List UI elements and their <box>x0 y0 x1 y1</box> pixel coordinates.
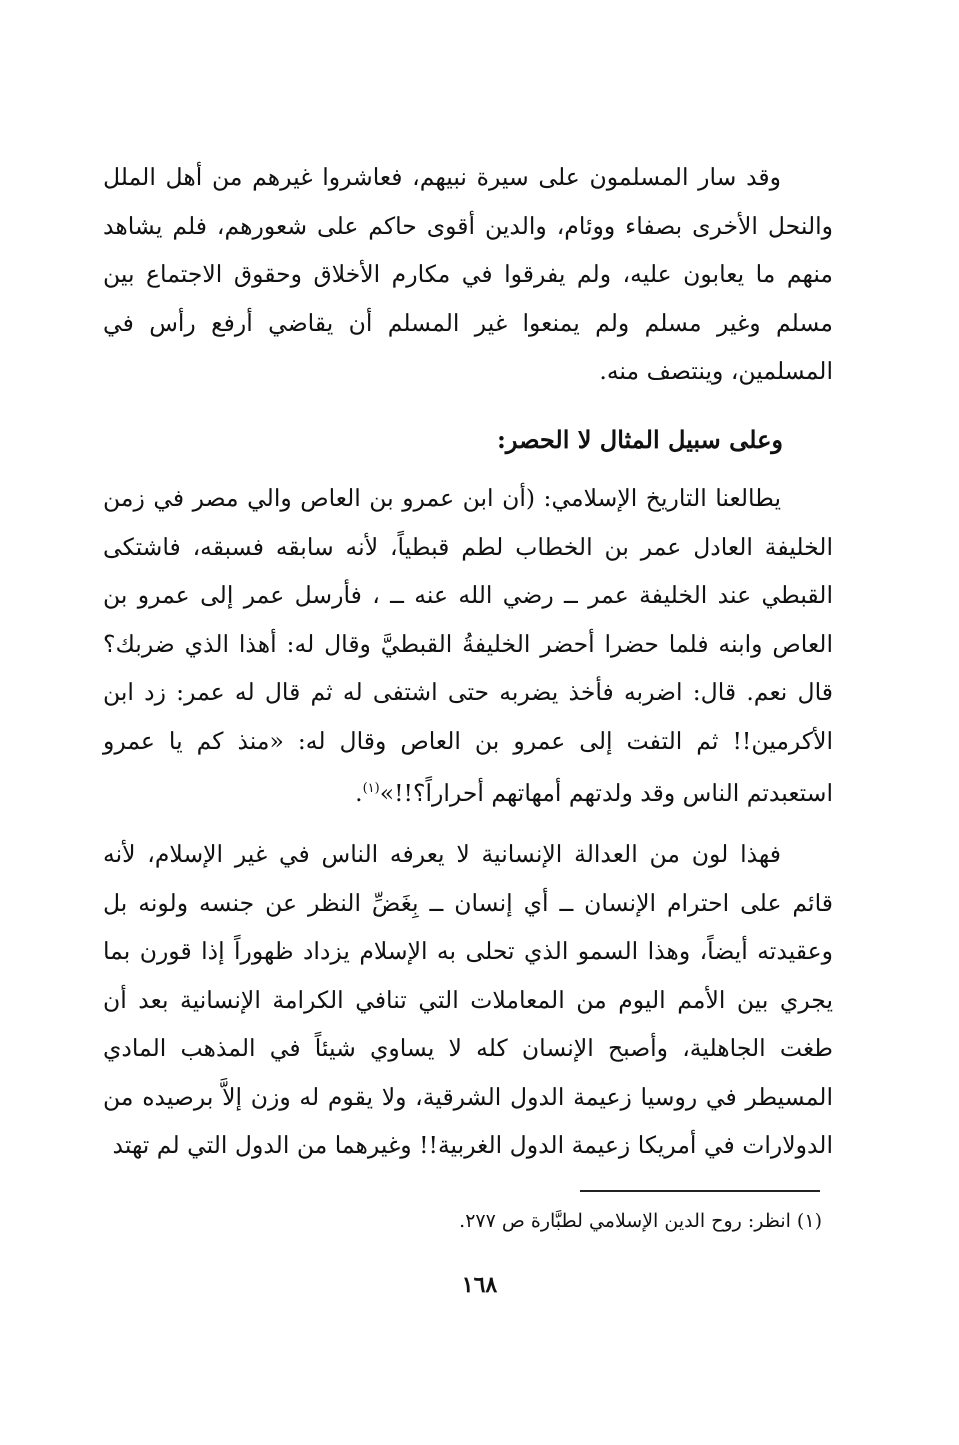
paragraph-justice-text: فهذا لون من العدالة الإنسانية لا يعرفه الناس في غير الإسلام، لأنه قائم على احترام الإنسان ــ أي إنسان ــ بِغَضِّ النظر عن جنسه ولونه بل وعقيدته أيضاً، وهذا السمو الذي تحلى به الإسلام يزداد ظهوراً إذا قورن بما يجري بين الأمم اليوم من المعاملات التي تنافي الكرامة الإنسانية بعد أن طغت الجاهلية، وأصبح الإنسان كله لا يساوي شيئاً في المذهب المادي المسيطر في روسيا زعيمة الدول الشرقية، ولا يقوم له وزن إلاَّ برصيده من الدولارات في أمريكا زعيمة الدول الغربية!! وغيرهما من الدول التي لم تهتد <box>103 840 833 1159</box>
page-number: ١٦٨ <box>461 1272 498 1298</box>
paragraph-intro <box>103 153 833 396</box>
story-end-period: . <box>355 778 363 807</box>
footnote-divider <box>580 1190 820 1192</box>
paragraph-justice <box>103 830 833 1170</box>
footnote: (١) انظر: روح الدين الإسلامي لطبَّارة ص ٢٧٧. <box>459 1210 822 1232</box>
paragraph-story <box>103 474 833 817</box>
paragraph-intro-text: وقد سار المسلمون على سيرة نبيهم، فعاشروا غيرهم من أهل الملل والنحل الأخرى بصفاء ووئام، والدين أقوى حاكم على شعورهم، فلم يشاهد منهم ما يعابون عليه، ولم يفرقوا في مكارم الأخلاق وحقوق الاجتماع بين مسلم وغير مسلم ولم يمنعوا غير المسلم أن يقاضي أرفع رأس في المسلمين، وينتصف منه. <box>103 163 833 385</box>
paragraph-story-text <box>103 474 833 817</box>
footnote-reference: (١) <box>362 781 380 796</box>
section-heading: وعلى سبيل المثال لا الحصر: <box>497 425 783 454</box>
story-text: يطالعنا التاريخ الإسلامي: (أن ابن عمرو بن العاص والي مصر في زمن الخليفة العادل عمر بن الخطاب لطم قبطياً، لأنه سابقه فسبقه، فاشتكى القبطي عند الخليفة عمر ــ رضي الله عنه ــ ، فأرسل عمر إلى عمرو بن العاص وابنه فلما حضرا أحضر الخليفةُ القبطيَّ وقال له: أهذا الذي ضربك؟ قال نعم. قال: اضربه فأخذ يضربه حتى اشتفى له ثم قال له عمر: زد ابن الأكرمين!! ثم التفت إلى عمرو بن العاص وقال له: «منذ كم يا عمرو استعبدتم الناس وقد ولدتهم أمهاتهم أحراراً؟!!» <box>103 484 833 807</box>
